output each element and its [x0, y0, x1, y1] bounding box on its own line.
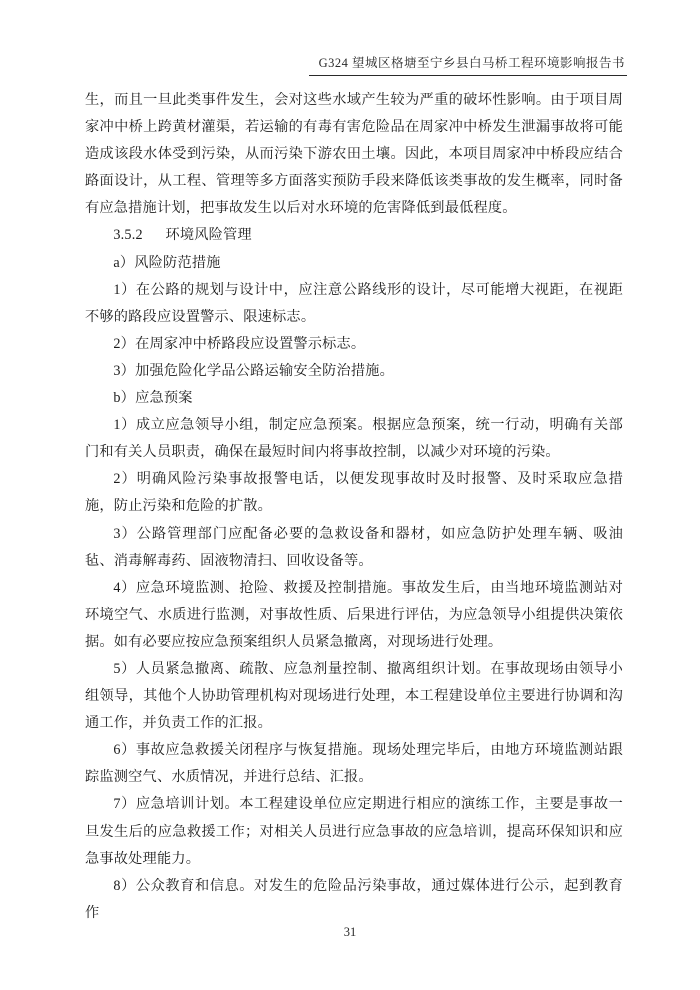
paragraph: 3）公路管理部门应配备必要的急救设备和器材，如应急防护处理车辆、吸油毡、消毒解毒药、固液物清扫、回收设备等。: [85, 525, 623, 569]
section-title: 环境风险管理: [165, 227, 252, 244]
paragraph: 7）应急培训计划。本工程建设单位应定期进行相应的演练工作，主要是事故一旦发生后的应急救援工作；对相关人员进行应急事故的应急培训，提高环保知识和应急事故处理能力。: [85, 796, 623, 867]
paragraph: b）应急预案: [113, 390, 193, 407]
paragraph: 3）加强危险化学品公路运输安全防治措施。: [113, 362, 395, 379]
paragraph: 1）成立应急领导小组，制定应急预案。根据应急预案，统一行动，明确有关部门和有关人员职责，确保在最短时间内将事故控制，以减少对环境的污染。: [85, 417, 623, 461]
running-header-title: G324 望城区格塘至宁乡县白马桥工程环境影响报告书: [309, 53, 627, 76]
paragraph: 6）事故应急救援关闭程序与恢复措施。现场处理完毕后，由地方环境监测站跟踪监测空气、水质情况，并进行总结、汇报。: [85, 742, 623, 786]
document-body: [85, 87, 623, 927]
section-heading: [85, 222, 623, 249]
section-number: 3.5.2: [113, 227, 143, 244]
page-header: [0, 53, 627, 76]
paragraph: 8）公众教育和信息。对发生的危险品污染事故，通过媒体进行公示，起到教育作: [85, 877, 623, 921]
paragraph: 4）应急环境监测、抢险、救援及控制措施。事故发生后，由当地环境监测站对环境空气、水质进行监测，对事故性质、后果进行评估，为应急领导小组提供决策依据。如有必要应按应急预案组织人员紧急撤离，对现场进行处理。: [85, 579, 623, 650]
paragraph: 2）明确风险污染事故报警电话，以便发现事故时及时报警、及时采取应急措施，防止污染和危险的扩散。: [85, 471, 623, 515]
page-number: 31: [343, 925, 357, 939]
paragraph: 1）在公路的规划与设计中，应注意公路线形的设计，尽可能增大视距，在视距不够的路段应设置警示、限速标志。: [85, 281, 623, 325]
paragraph-continuation: 生，而且一旦此类事件发生，会对这些水域产生较为严重的破坏性影响。由于项目周家冲中桥上跨黄材灌渠，若运输的有毒有害危险品在周家冲中桥发生泄漏事故将可能造成该段水体受到污染，从而污染下游农田土壤。因此，本项目周家冲中桥段应结合路面设计，从工程、管理等多方面落实预防手段来降低该类事故的发生概率，同时备有应急措施计划，把事故发生以后对水环境的危害降低到最低程度。: [85, 92, 623, 217]
paragraph: 2）在周家冲中桥路段应设置警示标志。: [113, 335, 366, 352]
paragraph: 5）人员紧急撤离、疏散、应急剂量控制、撤离组织计划。在事故现场由领导小组领导，其他个人协助管理机构对现场进行处理，本工程建设单位主要进行协调和沟通工作，并负责工作的汇报。: [85, 660, 623, 732]
paragraph: a）风险防范措施: [113, 254, 221, 271]
